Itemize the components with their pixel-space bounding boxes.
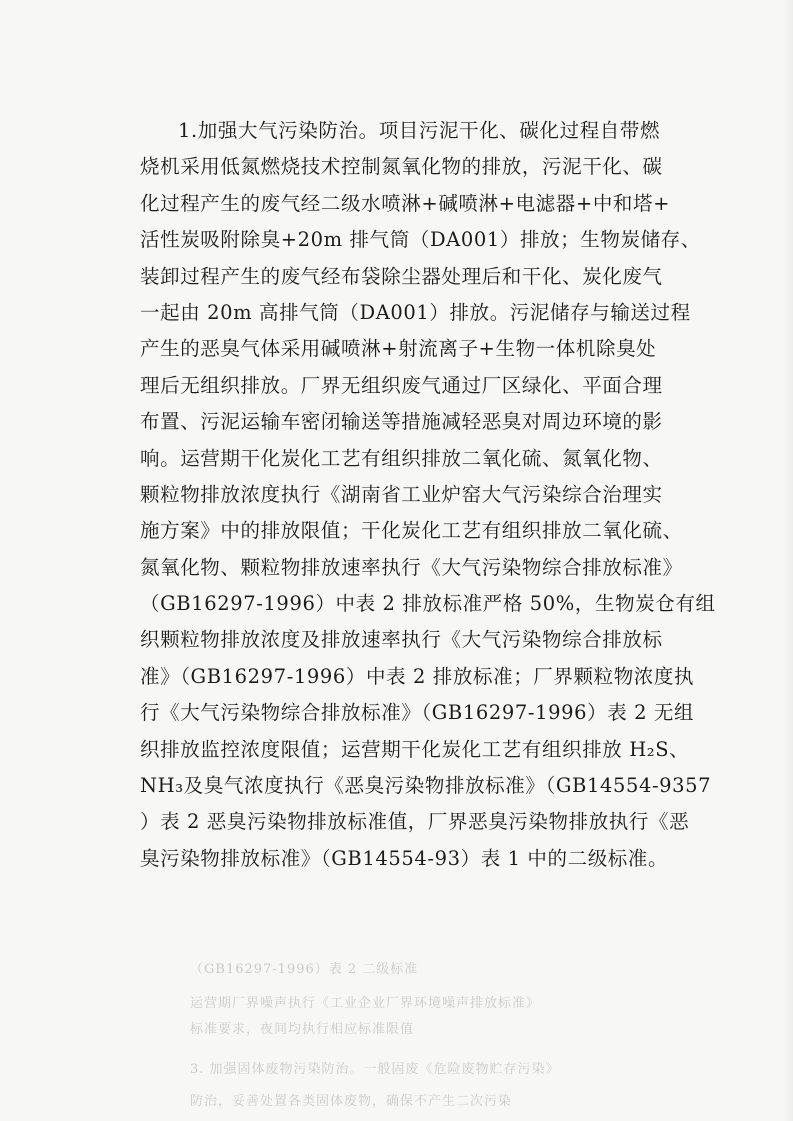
bleed-through-text: 3. 加强固体废物污染防治。一般固废《危险废物贮存污染》 bbox=[190, 1062, 560, 1077]
text-line: 活性炭吸附除臭+20m 排气筒（DA001）排放；生物炭储存、 bbox=[140, 228, 701, 252]
text-line: ）表 2 恶臭污染物排放标准值，厂界恶臭污染物排放执行《恶 bbox=[140, 810, 690, 834]
text-line: 布置、污泥运输车密闭输送等措施减轻恶臭对周边环境的影 bbox=[140, 410, 663, 434]
text-line: 臭污染物排放标准》（GB14554-93）表 1 中的二级标准。 bbox=[140, 846, 669, 870]
text-line: 织颗粒物排放浓度及排放速率执行《大气污染物综合排放标 bbox=[140, 628, 663, 652]
paragraph-air-pollution-control bbox=[140, 113, 716, 877]
bleed-through-text: 防治，妥善处置各类固体废物，确保不产生二次污染 bbox=[190, 1094, 513, 1109]
bleed-through-text: （GB16297-1996）表 2 二级标准 bbox=[190, 962, 419, 977]
text-line: 颗粒物排放浓度执行《湖南省工业炉窑大气污染综合治理实 bbox=[140, 482, 663, 506]
text-line: 产生的恶臭气体采用碱喷淋+射流离子+生物一体机除臭处 bbox=[140, 337, 657, 361]
text-line: 行《大气污染物综合排放标准》（GB16297-1996）表 2 无组 bbox=[140, 701, 695, 725]
text-line: 装卸过程产生的废气经布袋除尘器处理后和干化、炭化废气 bbox=[140, 264, 663, 288]
text-line: 化过程产生的废气经二级水喷淋+碱喷淋+电滤器+中和塔+ bbox=[140, 191, 671, 215]
text-line: NH₃及臭气浓度执行《恶臭污染物排放标准》（GB14554-9357 bbox=[140, 774, 712, 798]
text-line: 理后无组织排放。厂界无组织废气通过厂区绿化、平面合理 bbox=[140, 373, 663, 397]
text-line: 一起由 20m 高排气筒（DA001）排放。污泥储存与输送过程 bbox=[140, 300, 691, 324]
text-line: 氮氧化物、颗粒物排放速率执行《大气污染物综合排放标准》 bbox=[140, 555, 683, 579]
text-line: （GB16297-1996）中表 2 排放标准严格 50%，生物炭仓有组 bbox=[140, 592, 716, 616]
text-line: 准》（GB16297-1996）中表 2 排放标准；厂界颗粒物浓度执 bbox=[140, 664, 695, 688]
text-line: 施方案》中的排放限值；干化炭化工艺有组织排放二氧化硫、 bbox=[140, 519, 683, 543]
text-line: 1.加强大气污染防治。项目污泥干化、碳化过程自带燃 bbox=[178, 119, 661, 142]
page-edge-shadow bbox=[783, 0, 793, 1121]
bleed-through-text: 运营期厂界噪声执行《工业企业厂界环境噪声排放标准》 bbox=[190, 996, 541, 1011]
bleed-through-text: 标准要求，夜间均执行相应标准限值 bbox=[190, 1022, 415, 1037]
text-line: 织排放监控浓度限值；运营期干化炭化工艺有组织排放 H₂S、 bbox=[140, 737, 690, 761]
text-line: 烧机采用低氮燃烧技术控制氮氧化物的排放，污泥干化、碳 bbox=[140, 155, 663, 179]
text-line: 响。运营期干化炭化工艺有组织排放二氧化硫、氮氧化物、 bbox=[140, 446, 663, 470]
